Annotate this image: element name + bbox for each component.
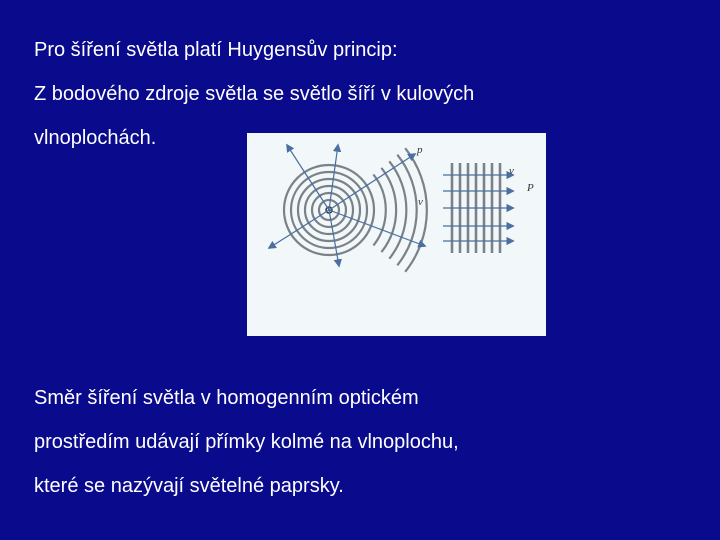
label-wave-right: v <box>509 165 514 177</box>
parallel-rays <box>443 175 513 241</box>
text-line-spherical-wavefronts: vlnoplochách. <box>34 127 157 149</box>
text-line-perpendicular: prostředím udávají přímky kolmé na vlnoplochu, <box>34 431 459 453</box>
text-line-principle: Pro šíření světla platí Huygensův princip: <box>34 39 398 61</box>
outer-wavefront-arcs <box>373 148 426 272</box>
text-line-point-source: Z bodového zdroje světla se světlo šíří v kulových <box>34 83 475 105</box>
wavefront-arc <box>373 175 385 246</box>
label-ray-top: p <box>417 144 423 156</box>
wavefront-diagram <box>247 133 546 336</box>
light-rays <box>269 145 425 266</box>
label-wave-left: v <box>418 196 423 208</box>
wavefront-arc <box>389 161 406 258</box>
wavefront-svg <box>247 133 546 336</box>
text-line-light-rays: které se nazývají světelné paprsky. <box>34 475 344 497</box>
text-line-ray-direction: Směr šíření světla v homogenním optickém <box>34 387 419 409</box>
label-ray-right: P <box>527 182 534 194</box>
wavefront-arc <box>381 168 396 252</box>
